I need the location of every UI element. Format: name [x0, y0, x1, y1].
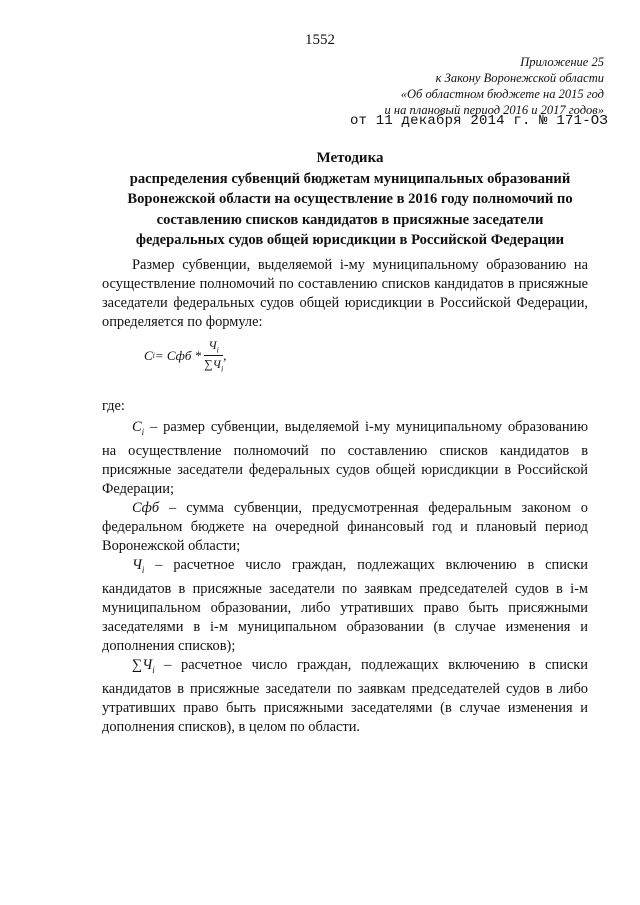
appendix-line-1: Приложение 25	[520, 55, 604, 69]
formula-numerator: $Ч_i$	[204, 338, 223, 356]
subvention-formula	[144, 338, 226, 374]
definition-sfb-text: – сумма субвенции, предусмотренная федеральным законом о федеральном бюджете на очередной финансовый год и плановый период Воронежской области;	[102, 499, 588, 554]
definition-sum-text: – расчетное число граждан, подлежащих включению в списки кандидатов в присяжные заседатели по заявкам председателей судов в либо утративших право быть присяжными заседателями (в случае изменения и дополнения списков), в целом по области.	[102, 656, 588, 735]
definition-chi	[102, 556, 588, 656]
intro-paragraph: Размер субвенции, выделяемой i-му муниципальному образованию на осуществление полномочий по составлению списков кандидатов в присяжные заседатели федеральных судов общей юрисдикции в Российской Федерации, определяется по формуле:	[102, 257, 588, 330]
definition-ci-text: – размер субвенции, выделяемой i-му муниципальному образованию на осуществление полномочий по составлению списков кандидатов в присяжные заседатели федеральных судов общей юрисдикции в Российской Федерации;	[102, 419, 588, 497]
title-heading: Методика	[316, 150, 384, 166]
symbol-sfb: Cфб	[132, 499, 160, 516]
definition-sum	[102, 656, 588, 737]
definition-chi-text: – расчетное число граждан, подлежащих включению в списки кандидатов в присяжные заседатели по заявкам председателей судов в i-м муниципальном образовании, либо утративших право быть присяжными заседателями в i-м муниципальном образовании (в случае изменения и дополнения списков);	[102, 556, 588, 654]
symbol-ci: $C_i$	[132, 419, 145, 437]
formula-eq: = Cфб *	[154, 347, 202, 363]
formula-lhs-sub: i	[152, 351, 155, 361]
formula-fraction	[204, 338, 223, 374]
formula-trail: ,	[223, 347, 227, 363]
title-line-1: распределения субвенций бюджетам муниципальных образований	[129, 170, 571, 187]
appendix-reference	[385, 54, 604, 118]
formula-lhs: C	[144, 347, 153, 363]
appendix-line-4: и на плановый период 2016 и 2017 годов»	[384, 103, 604, 117]
document-title	[60, 148, 640, 251]
where-label: где:	[102, 398, 125, 414]
definitions	[102, 418, 588, 737]
definition-ci	[102, 418, 588, 499]
title-line-3: составлению списков кандидатов в присяжные заседатели	[156, 211, 544, 228]
appendix-line-2: к Закону Воронежской области	[435, 71, 604, 85]
formula-denominator: $\sum Ч_i$	[204, 357, 224, 374]
symbol-sum: $\sum Ч_i$	[132, 656, 155, 675]
definition-sfb	[102, 499, 588, 556]
appendix-line-3: «Об областном бюджете на 2015 год	[400, 87, 604, 101]
law-date-stamp: от 11 декабря 2014 г. № 171-ОЗ	[349, 113, 608, 129]
symbol-chi: $Ч_i$	[132, 556, 145, 575]
title-line-2: Воронежской области на осуществление в 2016 году полномочий по	[127, 191, 573, 207]
title-line-4: федеральных судов общей юрисдикции в Российской Федерации	[135, 232, 565, 248]
page-number: 1552	[305, 32, 335, 48]
